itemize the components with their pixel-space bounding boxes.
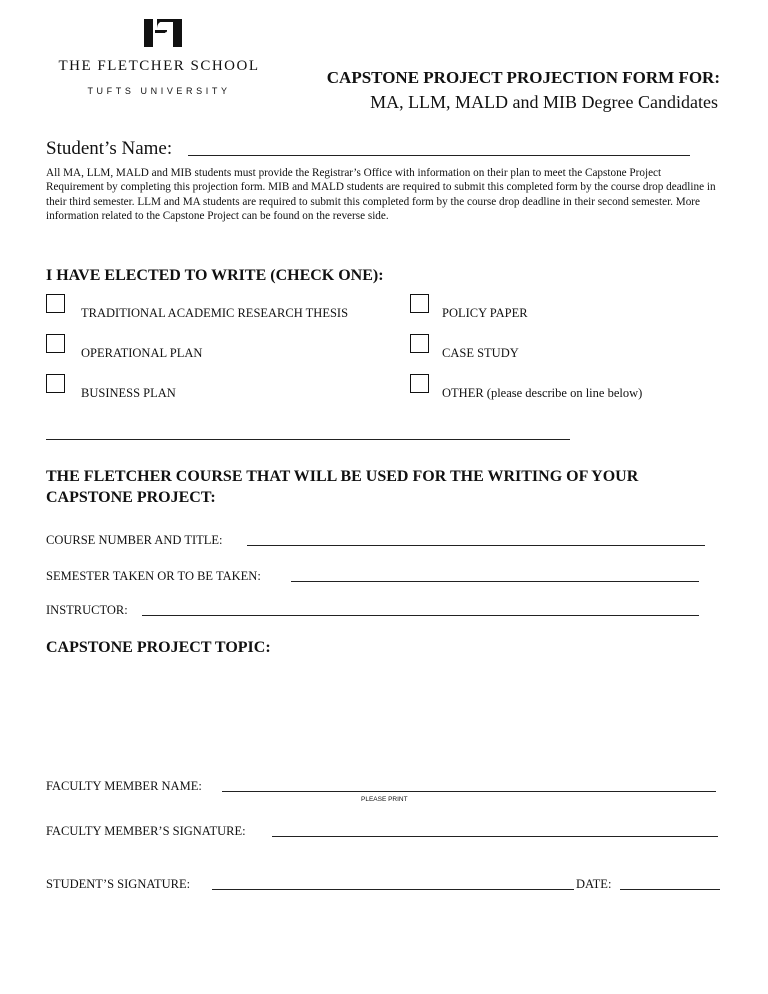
faculty-signature-field[interactable] — [272, 836, 718, 837]
date-label: DATE: — [576, 877, 612, 891]
checkbox-other[interactable] — [410, 374, 429, 393]
faculty-name-field[interactable] — [222, 791, 716, 792]
form-title: CAPSTONE PROJECT PROJECTION FORM FOR: — [326, 68, 720, 87]
course-heading-line2: CAPSTONE PROJECT: — [46, 489, 216, 506]
option-label-business-plan: BUSINESS PLAN — [81, 386, 176, 400]
checkbox-case-study[interactable] — [410, 334, 429, 353]
student-name-label: Student’s Name: — [46, 138, 173, 159]
logo-mark-text: ƒ — [161, 29, 168, 47]
option-label-policy-paper: POLICY PAPER — [442, 306, 528, 320]
faculty-signature-label: FACULTY MEMBER’S SIGNATURE: — [46, 824, 246, 838]
faculty-name-label: FACULTY MEMBER NAME: — [46, 779, 202, 793]
option-label-other: OTHER (please describe on line below) — [442, 386, 643, 400]
checkbox-policy-paper[interactable] — [410, 294, 429, 313]
university-name: TUFTS UNIVERSITY — [87, 86, 231, 96]
semester-field[interactable] — [291, 581, 699, 582]
instructor-label: INSTRUCTOR: — [46, 603, 128, 617]
date-field[interactable] — [620, 889, 720, 890]
option-label-case-study: CASE STUDY — [442, 346, 519, 360]
other-description-field[interactable] — [46, 439, 570, 440]
intro-paragraph: All MA, LLM, MALD and MIB students must provide the Registrar’s Office with information on their plan to meet the Capstone Project Requirement by completing this projection form. MIB and MALD students are required to submit this completed form by the course drop deadline in their third semester. LLM and MA students are required to submit this completed form by the course drop deadline in their second semester. More information related to the Capstone Project can be found on the reverse side. — [46, 167, 716, 223]
fletcher-logo-icon — [144, 19, 182, 47]
option-label-traditional-thesis: TRADITIONAL ACADEMIC RESEARCH THESIS — [81, 306, 349, 320]
instructor-field[interactable] — [142, 615, 699, 616]
course-number-title-field[interactable] — [247, 545, 705, 546]
checkbox-business-plan[interactable] — [46, 374, 65, 393]
student-signature-label: STUDENT’S SIGNATURE: — [46, 877, 191, 891]
checkbox-traditional-thesis[interactable] — [46, 294, 65, 313]
please-print-note: PLEASE PRINT — [361, 796, 408, 803]
topic-area[interactable] — [46, 665, 716, 765]
student-name-field[interactable] — [188, 155, 690, 156]
student-signature-field[interactable] — [212, 889, 574, 890]
course-number-title-label: COURSE NUMBER AND TITLE: — [46, 533, 223, 547]
semester-label: SEMESTER TAKEN OR TO BE TAKEN: — [46, 569, 261, 583]
topic-heading: CAPSTONE PROJECT TOPIC: — [46, 639, 271, 656]
option-label-operational-plan: OPERATIONAL PLAN — [81, 346, 203, 360]
checkbox-operational-plan[interactable] — [46, 334, 65, 353]
form-subtitle: MA, LLM, MALD and MIB Degree Candidates — [370, 92, 718, 112]
election-heading: I HAVE ELECTED TO WRITE (CHECK ONE): — [46, 267, 384, 284]
school-name: THE FLETCHER SCHOOL — [58, 58, 260, 74]
course-heading-line1: THE FLETCHER COURSE THAT WILL BE USED FOR THE WRITING OF YOUR — [46, 468, 639, 485]
